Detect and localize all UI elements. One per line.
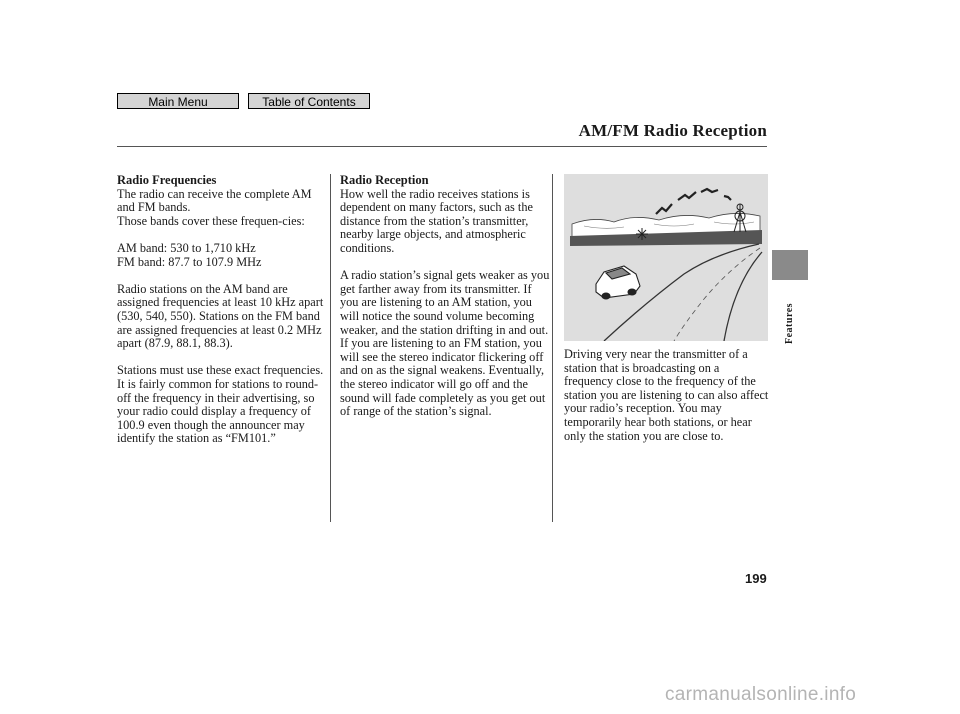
watermark: carmanualsonline.info xyxy=(665,684,857,705)
interference-section xyxy=(564,348,769,457)
paragraph: Stations must use these exact frequencies. It is fairly common for stations to round-off the frequency in their advertising, so your radio could display a frequency of 100.9 even though the announcer may identify the station as “FM101.” xyxy=(117,363,324,446)
table-of-contents-button[interactable]: Table of Contents xyxy=(248,93,370,109)
radio-reception-section xyxy=(340,174,550,432)
paragraph: How well the radio receives stations is dependent on many factors, such as the distance from the station’s transmitter, nearby large objects, and atmospheric conditions. xyxy=(340,186,533,255)
paragraph: Radio stations on the AM band are assigned frequencies at least 10 kHz apart (530, 540, 550). Stations on the FM band are assigned frequencies at least 0.2 MHz apart (87.9, 88.1, 88.3). xyxy=(117,281,324,351)
page-number: 199 xyxy=(745,571,767,586)
main-menu-button[interactable]: Main Menu xyxy=(117,93,239,109)
radio-frequencies-section xyxy=(117,174,327,459)
car-transmitter-drawing xyxy=(564,174,768,341)
page-title: AM/FM Radio Reception xyxy=(578,121,767,140)
paragraph: Those bands cover these frequen-cies: xyxy=(117,213,305,228)
section-heading-radio-reception: Radio Reception xyxy=(340,173,429,187)
column-divider xyxy=(330,174,331,522)
paragraph: The radio can receive the complete AM and FM bands. xyxy=(117,186,312,215)
section-heading-radio-frequencies: Radio Frequencies xyxy=(117,173,217,187)
header-divider xyxy=(117,146,767,147)
paragraph: A radio station’s signal gets weaker as you get farther away from its transmitter. If you are listening to an AM station, you will notice the sound volume becoming weaker, and the station drifting in and out. If you are listening to an FM station, you will see the stereo indicator flickering off and on as the signal weakens. Eventually, the stereo indicator will go off and the sound will fade completely as you get out of range of the station’s signal. xyxy=(340,268,550,419)
section-tab-label: Features xyxy=(784,302,795,344)
section-tab-marker xyxy=(772,250,808,280)
column-divider xyxy=(552,174,553,522)
radio-reception-illustration xyxy=(564,174,768,341)
band-list: AM band: 530 to 1,710 kHz FM band: 87.7 to 107.9 MHz xyxy=(117,240,262,269)
paragraph: Driving very near the transmitter of a station that is broadcasting on a frequency close to the frequency of the station you are listening to can also affect your radio’s reception. You may temporarily hear both stations, or hear only the station you are close to. xyxy=(564,347,769,443)
